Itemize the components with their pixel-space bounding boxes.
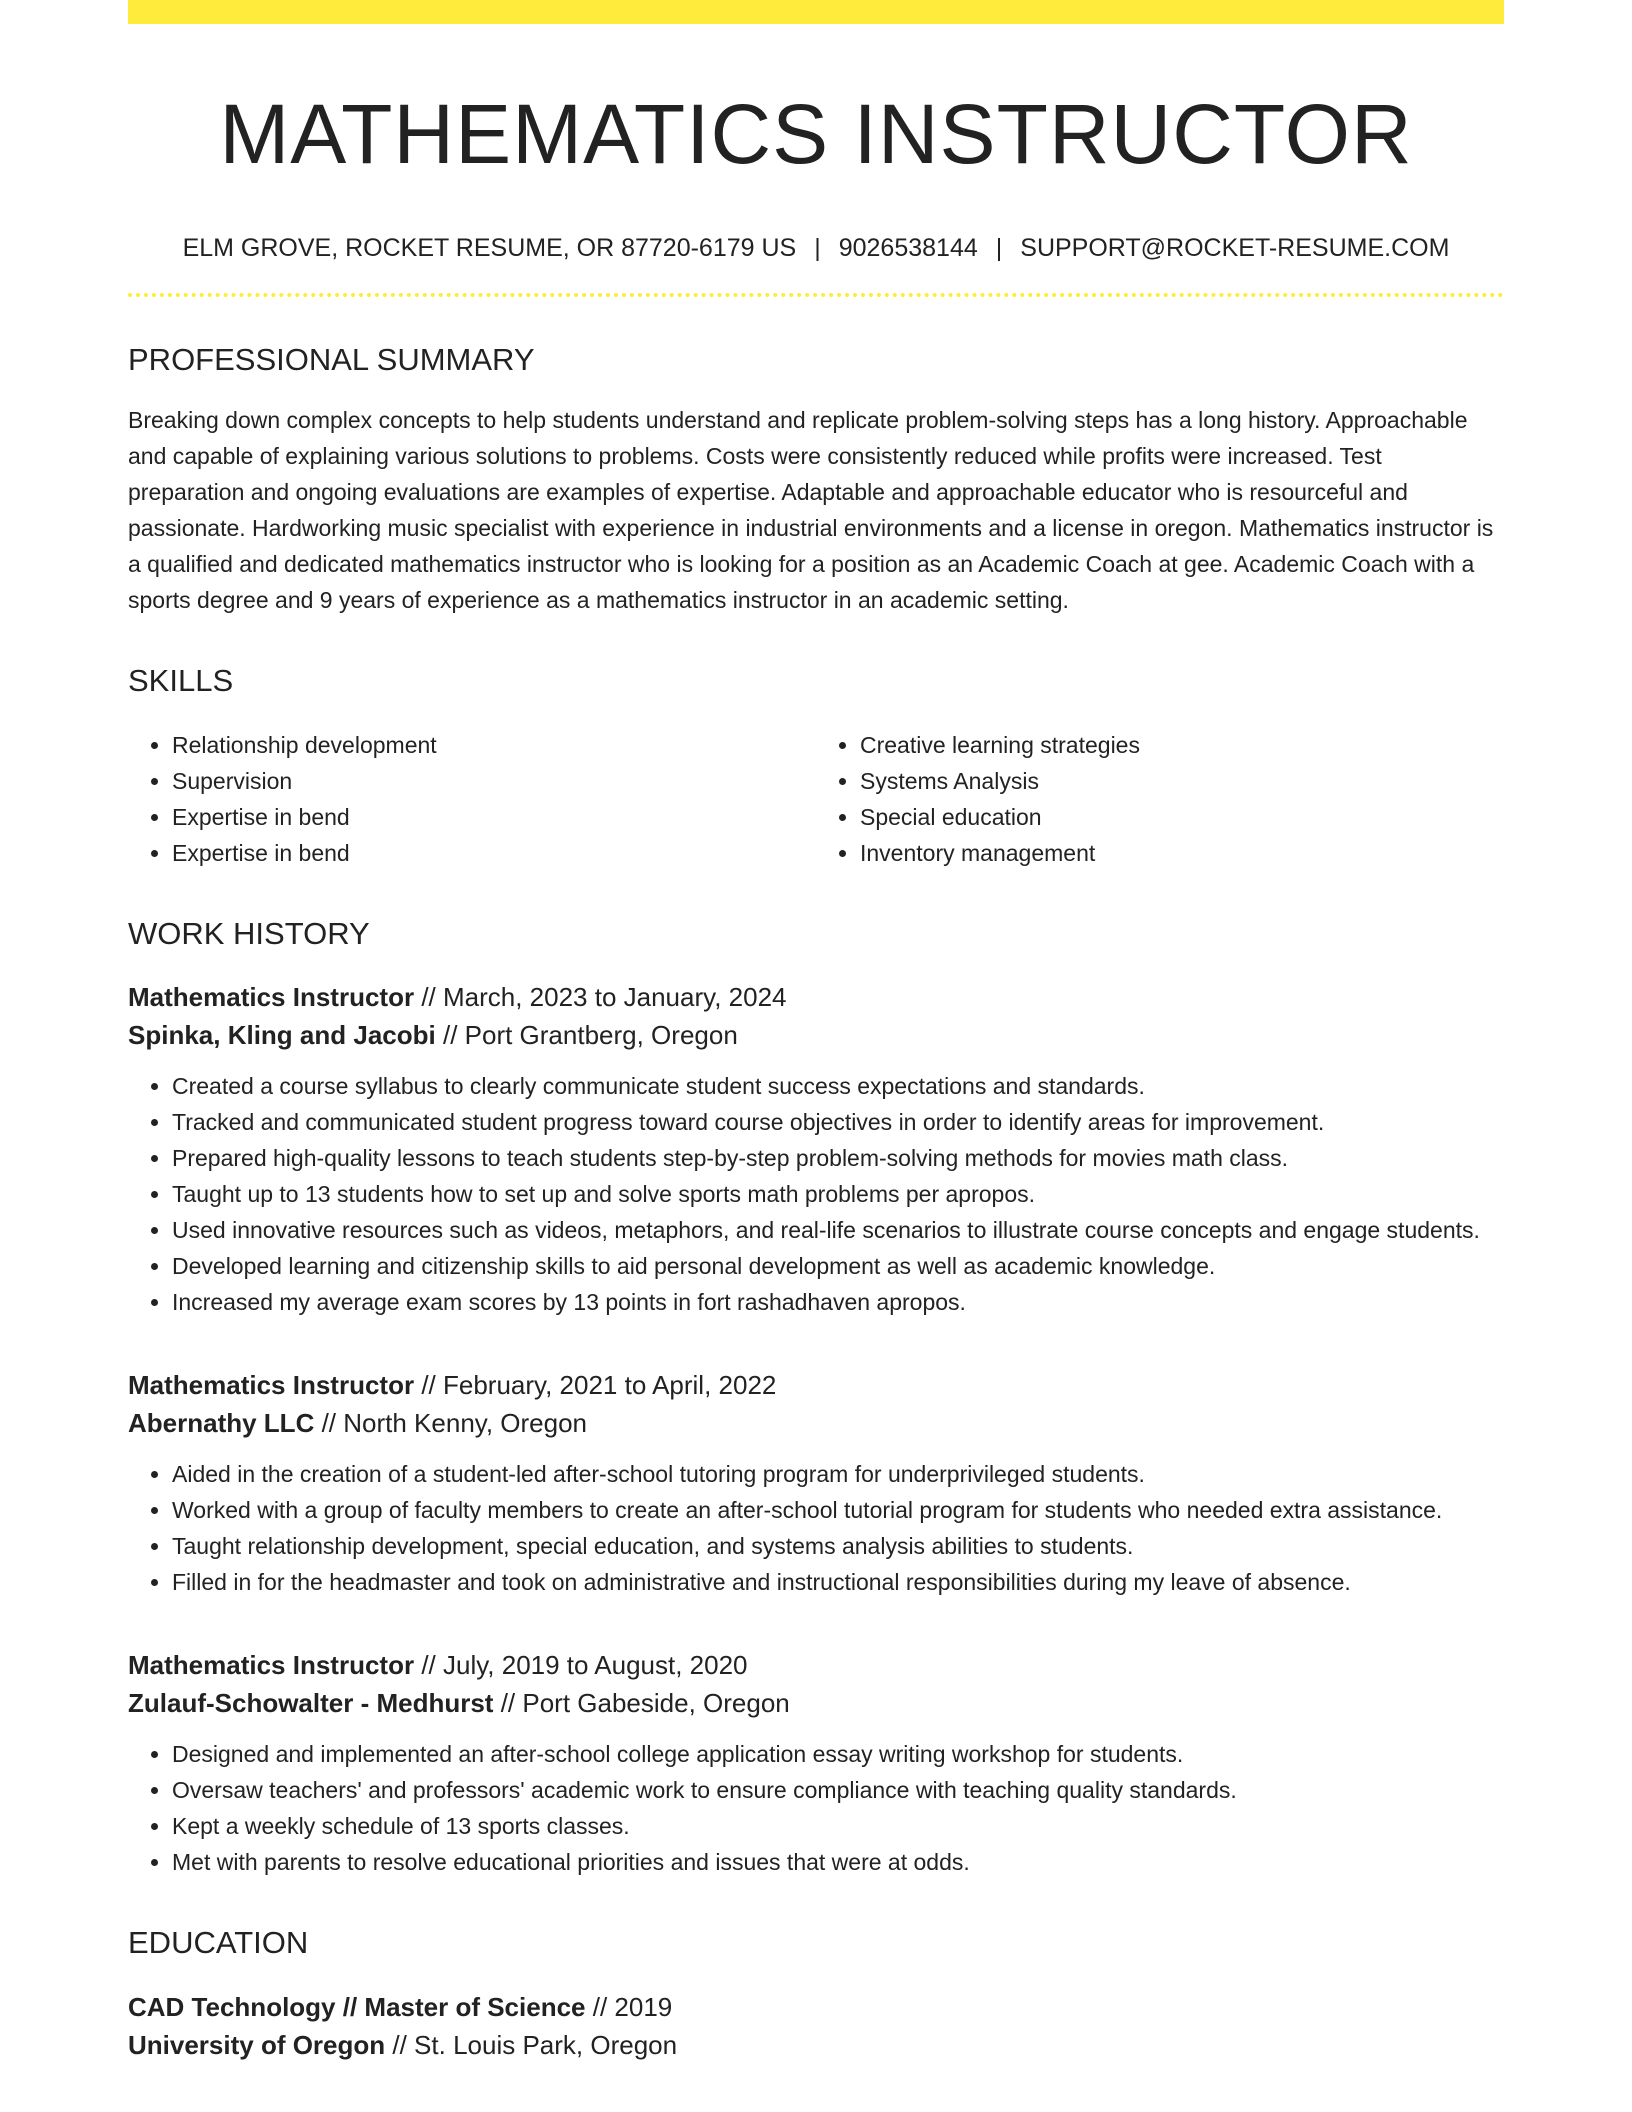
skill-item: • Inventory management <box>860 835 1504 871</box>
job-dates: // February, 2021 to April, 2022 <box>421 1370 777 1401</box>
education-degree-line <box>128 1988 1504 2026</box>
skill-item: • Expertise in bend <box>172 799 816 835</box>
education-school-line <box>128 2026 1504 2064</box>
education-heading: EDUCATION <box>128 1925 309 1961</box>
job-bullet: • Aided in the creation of a student-led after-school tutoring program for underprivileged students. <box>172 1456 1504 1492</box>
job-dates: // July, 2019 to August, 2020 <box>421 1650 748 1681</box>
job-bullet: • Prepared high-quality lessons to teach students step-by-step problem-solving methods for movies math class. <box>172 1140 1504 1176</box>
job-bullet: • Taught relationship development, special education, and systems analysis abilities to students. <box>172 1528 1504 1564</box>
skills-column-left <box>128 727 816 871</box>
job-company: Abernathy LLC <box>128 1408 315 1439</box>
education-location: // St. Louis Park, Oregon <box>392 2029 678 2060</box>
skill-item: • Special education <box>860 799 1504 835</box>
job-bullets <box>128 1068 1504 1320</box>
job-company-line <box>128 1684 1504 1722</box>
job-company-line <box>128 1016 1504 1054</box>
education-year: // 2019 <box>592 1991 673 2022</box>
job-location: // Port Grantberg, Oregon <box>442 1020 738 1051</box>
skill-item: • Creative learning strategies <box>860 727 1504 763</box>
job-bullet: • Taught up to 13 students how to set up and solve sports math problems per apropos. <box>172 1176 1504 1212</box>
contact-phone: 9026538144 <box>838 233 978 262</box>
contact-address: ELM GROVE, ROCKET RESUME, OR 87720-6179 US <box>182 233 797 262</box>
job-title-line <box>128 1366 1504 1404</box>
skills-heading: SKILLS <box>128 662 234 698</box>
job-bullet: • Used innovative resources such as videos, metaphors, and real-life scenarios to illustrate course concepts and engage students. <box>172 1212 1504 1248</box>
skill-item: • Supervision <box>172 763 816 799</box>
education-degree: CAD Technology // Master of Science <box>128 1991 586 2022</box>
job-bullet: • Kept a weekly schedule of 13 sports classes. <box>172 1808 1504 1844</box>
job-location: // Port Gabeside, Oregon <box>500 1688 790 1719</box>
job-bullet: • Developed learning and citizenship skills to aid personal development as well as academic knowledge. <box>172 1248 1504 1284</box>
job-title: Mathematics Instructor <box>128 1650 415 1681</box>
job-dates: // March, 2023 to January, 2024 <box>421 982 787 1013</box>
contact-line <box>128 233 1504 263</box>
resume-page <box>128 0 1504 2064</box>
job-company: Zulauf-Schowalter - Medhurst <box>128 1688 494 1719</box>
job-title-line <box>128 978 1504 1016</box>
skill-item: • Relationship development <box>172 727 816 763</box>
job-bullet: • Filled in for the headmaster and took on administrative and instructional responsibilities during my leave of absence. <box>172 1564 1504 1600</box>
skill-item: • Systems Analysis <box>860 763 1504 799</box>
page-title: MATHEMATICS INSTRUCTOR <box>219 87 1413 181</box>
job-location: // North Kenny, Oregon <box>321 1408 588 1439</box>
job-bullet: • Created a course syllabus to clearly communicate student success expectations and standards. <box>172 1068 1504 1104</box>
job-bullet: • Met with parents to resolve educational priorities and issues that were at odds. <box>172 1844 1504 1880</box>
job-company: Spinka, Kling and Jacobi <box>128 1020 436 1051</box>
job-company-line <box>128 1404 1504 1442</box>
job-entry <box>128 978 1504 1320</box>
contact-separator: | <box>814 233 821 262</box>
summary-heading: PROFESSIONAL SUMMARY <box>128 341 535 377</box>
skills-column-right <box>816 727 1504 871</box>
skill-item: • Expertise in bend <box>172 835 816 871</box>
job-bullet: • Oversaw teachers' and professors' academic work to ensure compliance with teaching quality standards. <box>172 1772 1504 1808</box>
contact-email: SUPPORT@ROCKET-RESUME.COM <box>1020 233 1450 262</box>
job-bullet: • Designed and implemented an after-school college application essay writing workshop for students. <box>172 1736 1504 1772</box>
education-school: University of Oregon <box>128 2029 386 2060</box>
job-bullet: • Worked with a group of faculty members to create an after-school tutorial program for students who needed extra assistance. <box>172 1492 1504 1528</box>
job-bullet: • Tracked and communicated student progress toward course objectives in order to identify areas for improvement. <box>172 1104 1504 1140</box>
skills-list <box>128 727 1504 871</box>
education-entry <box>128 1988 1504 2064</box>
job-entry <box>128 1646 1504 1880</box>
job-bullets <box>128 1736 1504 1880</box>
contact-separator: | <box>995 233 1003 262</box>
job-title: Mathematics Instructor <box>128 982 415 1013</box>
work-history-heading: WORK HISTORY <box>128 916 370 952</box>
job-bullet: • Increased my average exam scores by 13 points in fort rashadhaven apropos. <box>172 1284 1504 1320</box>
summary-text: Breaking down complex concepts to help students understand and replicate problem-solving steps has a long history. Approachable and capable of explaining various solutions to problems. Costs were consistently reduced while profits were increased. Test preparation and ongoing evaluations are examples of expertise. Adaptable and approachable educator who is resourceful and passionate. Hardworking music specialist with experience in industrial environments and a license in oregon. Mathematics instructor is a qualified and dedicated mathematics instructor who is looking for a position as an Academic Coach at gee. Academic Coach with a sports degree and 9 years of experience as a mathematics instructor in an academic setting. <box>128 406 1494 613</box>
job-entry <box>128 1366 1504 1600</box>
accent-top-bar <box>128 0 1504 24</box>
dotted-divider <box>128 293 1504 297</box>
job-bullets <box>128 1456 1504 1600</box>
job-title-line <box>128 1646 1504 1684</box>
job-title: Mathematics Instructor <box>128 1370 415 1401</box>
